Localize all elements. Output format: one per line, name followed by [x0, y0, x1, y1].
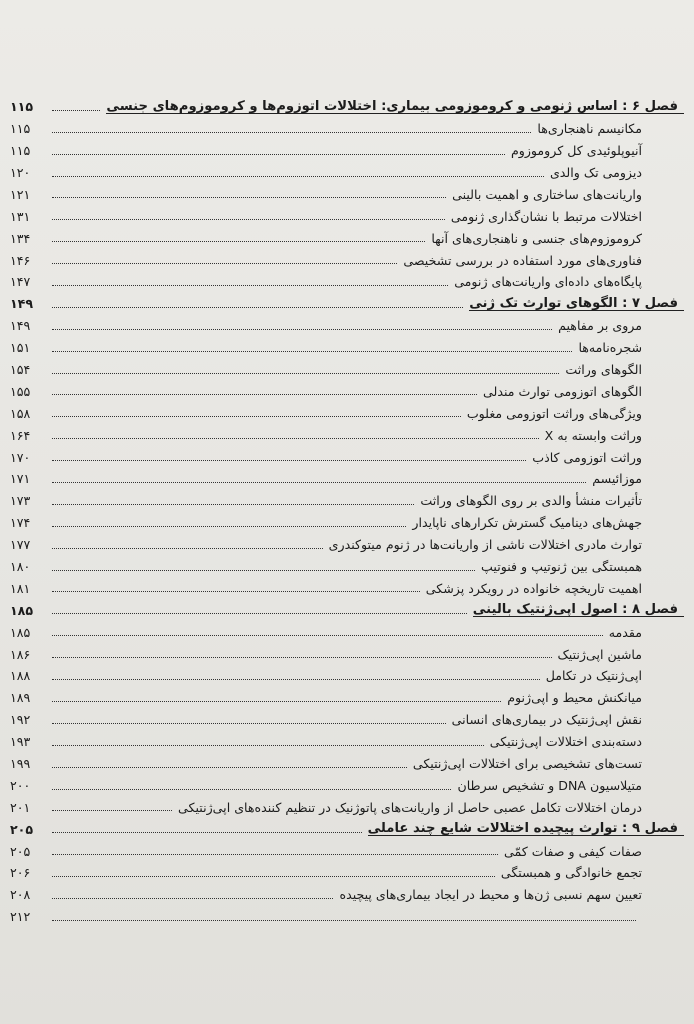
toc-entry-row	[10, 880, 684, 902]
toc-entry-row	[10, 858, 684, 880]
dot-leader	[52, 329, 552, 330]
dot-leader	[52, 832, 362, 833]
toc-entry-row	[10, 836, 684, 858]
page-number: ۱۸۵	[10, 624, 31, 640]
page-number: ۱۷۷	[10, 537, 31, 553]
entry-title: مروی بر مفاهیم	[558, 318, 642, 334]
chapter-title: فصل ۷ : الگوهای توارث تک ژنی	[469, 297, 684, 311]
entry-title: دیزومی تک والدی	[549, 164, 642, 180]
page-number: ۲۰۵	[10, 821, 34, 837]
entry-title: مقدمه	[608, 624, 642, 640]
toc-entry-row	[10, 552, 684, 574]
page-number: ۱۴۶	[10, 252, 31, 268]
page-number: ۱۵۴	[10, 361, 31, 377]
dot-leader	[52, 438, 539, 439]
dot-leader	[52, 745, 484, 746]
dot-leader	[52, 416, 461, 417]
dot-leader	[52, 701, 501, 702]
page-number: ۱۸۱	[10, 580, 31, 596]
toc-entry-row	[10, 398, 684, 420]
toc-entry-row	[10, 705, 684, 727]
page-number: ۱۹۲	[10, 712, 31, 728]
page-number: ۱۳۴	[10, 230, 31, 246]
page-number: ۱۹۹	[10, 756, 31, 772]
dot-leader	[52, 263, 397, 264]
dot-leader	[52, 504, 414, 505]
page-number: ۱۲۱	[10, 186, 31, 202]
entry-title: توارث مادری اختلالات ناشی از واریانت‌ها در ژنوم میتوکندری	[328, 537, 642, 553]
entry-title: متیلاسیون DNA و تشخیص سرطان	[457, 777, 642, 793]
page-number: ۱۸۸	[10, 668, 31, 684]
toc-entry-row	[10, 223, 684, 245]
entry-title: وراثت وابسته به X	[544, 427, 642, 443]
toc-entry-row	[10, 793, 684, 815]
dot-leader	[52, 351, 572, 352]
entry-title: میانکنش محیط و اپی‌ژنوم	[507, 690, 642, 706]
toc-entry-row	[10, 355, 684, 377]
dot-leader	[52, 394, 477, 395]
dot-leader	[52, 635, 603, 636]
dot-leader	[52, 197, 446, 198]
dot-leader	[52, 898, 333, 899]
page-number: ۱۸۵	[10, 602, 34, 618]
entry-title: ماشین اپی‌ژنتیک	[557, 646, 642, 662]
entry-title: تست‌های تشخیصی برای اختلالات اپی‌ژنتیکی	[412, 756, 642, 772]
dot-leader	[52, 482, 586, 483]
chapter-title: فصل ۶ : اساس ژنومی و کروموزومی بیماری: اختلالات اتوزوم‌ها و کروموزوم‌های جنسی	[106, 100, 684, 114]
entry-title: مکانیسم ناهنجاری‌ها	[537, 121, 642, 137]
dot-leader	[52, 876, 495, 877]
entry-title: درمان اختلالات تکامل عصبی حاصل از واریانت‌های پاتوژنیک در تنظیم کننده‌های اپی‌ژنتیکی	[178, 799, 642, 815]
entry-title: کروموزوم‌های جنسی و ناهنجاری‌های آنها	[431, 230, 642, 246]
entry-title: آنیوپلوئیدی کل کروموزوم	[510, 143, 642, 159]
page-number: ۱۹۳	[10, 734, 31, 750]
dot-leader	[52, 285, 448, 286]
toc-entry-row	[10, 333, 684, 355]
toc-entry-row	[10, 574, 684, 596]
entry-title: وراثت اتوزومی کاذب	[532, 449, 642, 465]
page-number: ۱۱۵	[10, 121, 31, 137]
entry-title: دسته‌بندی اختلالات اپی‌ژنتیکی	[489, 734, 642, 750]
page-number: ۲۰۶	[10, 865, 31, 881]
toc-entry-row	[10, 267, 684, 289]
dot-leader	[52, 154, 505, 155]
toc-entry-row	[10, 420, 684, 442]
table-of-contents	[10, 92, 684, 924]
toc-chapter-row	[10, 289, 684, 311]
dot-leader	[52, 570, 475, 571]
dot-leader	[52, 132, 531, 133]
toc-chapter-row	[10, 595, 684, 617]
toc-chapter-row	[10, 814, 684, 836]
toc-entry-row	[10, 617, 684, 639]
toc-entry-row	[10, 486, 684, 508]
toc-entry-row	[10, 377, 684, 399]
page-number: ۲۰۸	[10, 887, 31, 903]
page-number: ۱۴۹	[10, 318, 31, 334]
dot-leader	[52, 920, 636, 921]
page-number: ۱۷۴	[10, 515, 31, 531]
toc-entry-row	[10, 201, 684, 223]
toc-entry-row	[10, 158, 684, 180]
chapter-title: فصل ۸ : اصول اپی‌ژنتیک بالینی	[473, 603, 684, 617]
entry-title: تعیین سهم نسبی ژن‌ها و محیط در ایجاد بیماری‌های پیچیده	[339, 887, 642, 903]
page-number: ۲۰۵	[10, 843, 31, 859]
page-number: ۱۷۰	[10, 449, 31, 465]
page-number: ۱۵۱	[10, 340, 31, 356]
page-number: ۱۷۱	[10, 471, 31, 487]
toc-entry-row	[10, 902, 684, 924]
page-number: ۱۴۹	[10, 296, 34, 312]
entry-title: تجمع خانوادگی و همبستگی	[500, 865, 642, 881]
entry-title: تأثیرات منشأ والدی بر روی الگوهای وراثت	[420, 493, 642, 509]
dot-leader	[52, 373, 559, 374]
toc-entry-row	[10, 771, 684, 793]
dot-leader	[52, 176, 544, 177]
page-number: ۱۷۳	[10, 493, 31, 509]
dot-leader	[52, 810, 172, 811]
entry-title: الگوهای وراثت	[565, 361, 642, 377]
dot-leader	[52, 548, 323, 549]
dot-leader	[52, 526, 406, 527]
dot-leader	[52, 723, 446, 724]
dot-leader	[52, 657, 552, 658]
toc-entry-row	[10, 464, 684, 486]
dot-leader	[52, 219, 445, 220]
chapter-title: فصل ۹ : توارث پیچیده اختلالات شایع چند عاملی	[368, 822, 684, 836]
page-number: ۱۸۶	[10, 646, 31, 662]
dot-leader	[52, 613, 467, 614]
entry-title: همبستگی بین ژنوتیپ و فنوتیپ	[481, 559, 642, 574]
entry-title: صفات کیفی و صفات کمّی	[503, 843, 642, 859]
page-number: ۱۵۸	[10, 405, 31, 421]
entry-title: اهمیت تاریخچه خانواده در رویکرد پزشکی	[425, 580, 642, 596]
entry-title: ویژگی‌های وراثت اتوزومی مغلوب	[466, 405, 642, 421]
entry-title: جهش‌های دینامیک گسترش تکرارهای ناپایدار	[412, 515, 642, 531]
entry-title: پایگاه‌های داده‌ای واریانت‌های ژنومی	[454, 274, 642, 290]
toc-entry-row	[10, 114, 684, 136]
entry-title: فناوری‌های مورد استفاده در بررسی تشخیصی	[403, 252, 642, 268]
toc-chapter-row	[10, 92, 684, 114]
dot-leader	[52, 591, 420, 592]
dot-leader	[52, 307, 463, 308]
toc-entry-row	[10, 180, 684, 202]
toc-entry-row	[10, 311, 684, 333]
toc-entry-row	[10, 530, 684, 552]
page-number: ۱۱۵	[10, 99, 34, 115]
dot-leader	[52, 110, 100, 111]
page-number: ۱۴۷	[10, 274, 31, 290]
entry-title: واریانت‌های ساختاری و اهمیت بالینی	[452, 186, 642, 202]
entry-title: موزائیسم	[592, 471, 642, 487]
entry-title: نقش اپی‌ژنتیک در بیماری‌های انسانی	[451, 712, 642, 728]
page-number: ۱۶۴	[10, 427, 31, 443]
toc-entry-row	[10, 136, 684, 158]
page-number: ۱۸۹	[10, 690, 31, 706]
toc-entry-row	[10, 683, 684, 705]
entry-title: اپی‌ژنتیک در تکامل	[545, 668, 642, 684]
toc-entry-row	[10, 661, 684, 683]
toc-entry-row	[10, 639, 684, 661]
page-number: ۱۲۰	[10, 164, 31, 180]
toc-entry-row	[10, 727, 684, 749]
dot-leader	[52, 789, 451, 790]
page-number: ۲۰۰	[10, 777, 31, 793]
page-number: ۲۱۲	[10, 909, 31, 925]
dot-leader	[52, 679, 540, 680]
page-number: ۲۰۱	[10, 799, 31, 815]
toc-entry-row	[10, 245, 684, 267]
page-number: ۱۳۱	[10, 208, 31, 224]
entry-title: اختلالات مرتبط با نشان‌گذاری ژنومی	[450, 208, 642, 224]
entry-title: الگوهای اتوزومی توارث مندلی	[483, 383, 642, 399]
dot-leader	[52, 767, 407, 768]
page-number: ۱۸۰	[10, 559, 31, 574]
toc-entry-row	[10, 508, 684, 530]
toc-entry-row	[10, 749, 684, 771]
toc-entry-row	[10, 442, 684, 464]
dot-leader	[52, 854, 498, 855]
page-number: ۱۱۵	[10, 143, 31, 159]
dot-leader	[52, 460, 526, 461]
page-number: ۱۵۵	[10, 383, 31, 399]
dot-leader	[52, 241, 425, 242]
entry-title: شجره‌نامه‌ها	[578, 340, 642, 356]
